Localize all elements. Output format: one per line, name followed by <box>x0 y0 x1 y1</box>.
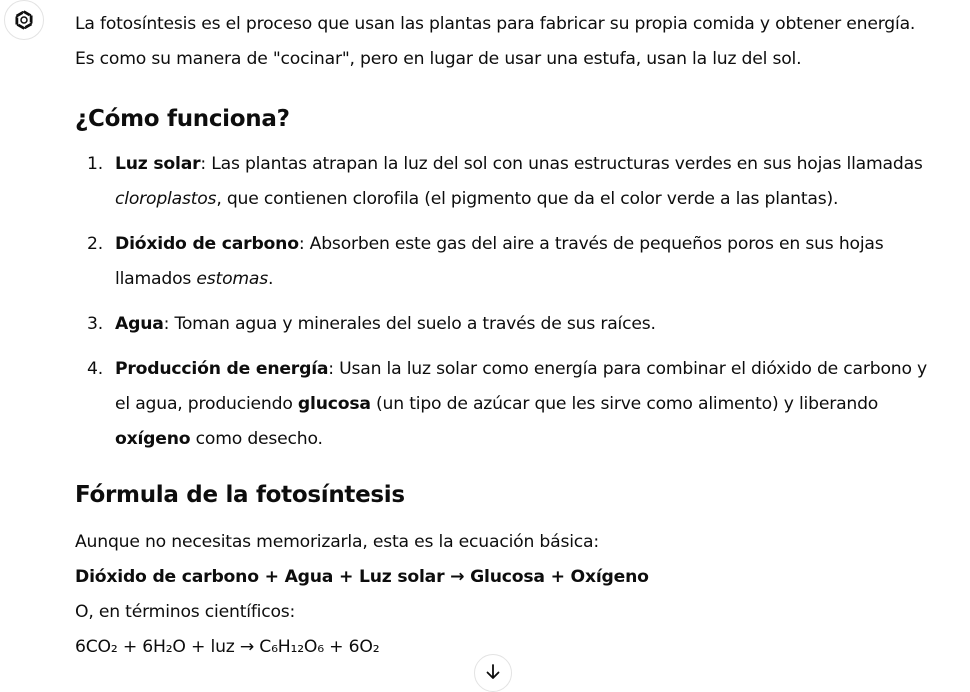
step-term: Agua <box>115 314 164 334</box>
openai-logo-icon <box>12 8 36 32</box>
list-number: 2. <box>87 234 103 254</box>
step-term: Dióxido de carbono <box>115 234 299 254</box>
equation-chemical: 6CO₂ + 6H₂O + luz → C₆H₁₂O₆ + 6O₂ <box>75 637 380 657</box>
step-text: , que contienen clorofila (el pigmento que da el color verde a las plantas). <box>216 189 839 209</box>
step-text: (un tipo de azúcar que les sirve como alimento) y liberando <box>370 394 879 414</box>
step-text: : Usan la luz solar como energía para combinar el dióxido de carbono y <box>328 359 928 379</box>
intro-paragraph <box>75 7 955 77</box>
step-text: el agua, produciendo <box>115 394 298 414</box>
list-item <box>75 352 955 457</box>
step-bold-term: oxígeno <box>115 429 191 449</box>
intro-line-2: Es como su manera de "cocinar", pero en lugar de usar una estufa, usan la luz del sol. <box>75 49 802 69</box>
formula-intro: Aunque no necesitas memorizarla, esta es la ecuación básica: <box>75 532 599 552</box>
intro-line-1: La fotosíntesis es el proceso que usan las plantas para fabricar su propia comida y obtener energía. <box>75 14 916 34</box>
step-bold-term: glucosa <box>297 394 371 414</box>
list-item <box>75 147 955 217</box>
step-text: llamados <box>115 269 197 289</box>
scientific-intro: O, en términos científicos: <box>75 602 296 622</box>
step-text: . <box>268 269 274 289</box>
assistant-message <box>75 7 955 665</box>
arrow-down-icon <box>484 663 502 681</box>
step-italic-term: cloroplastos <box>115 189 217 209</box>
list-number: 4. <box>87 359 103 379</box>
section-heading-formula: Fórmula de la fotosíntesis <box>75 482 405 508</box>
list-item <box>75 227 955 297</box>
step-term: Producción de energía <box>115 359 329 379</box>
step-text: : Toman agua y minerales del suelo a través de sus raíces. <box>163 314 656 334</box>
equation-words: Dióxido de carbono + Agua + Luz solar → Glucosa + Oxígeno <box>75 567 649 587</box>
list-number: 1. <box>87 154 103 174</box>
section-heading-how: ¿Cómo funciona? <box>75 106 290 132</box>
step-term: Luz solar <box>115 154 201 174</box>
step-text: : Absorben este gas del aire a través de pequeños poros en sus hojas <box>298 234 884 254</box>
step-italic-term: estomas <box>196 269 269 289</box>
steps-list <box>75 147 955 457</box>
step-text: : Las plantas atrapan la luz del sol con unas estructuras verdes en sus hojas llamadas <box>200 154 923 174</box>
list-number: 3. <box>87 314 103 334</box>
scroll-to-bottom-button[interactable] <box>474 654 512 692</box>
step-text: como desecho. <box>190 429 323 449</box>
assistant-avatar <box>4 0 44 40</box>
list-item <box>75 307 955 342</box>
